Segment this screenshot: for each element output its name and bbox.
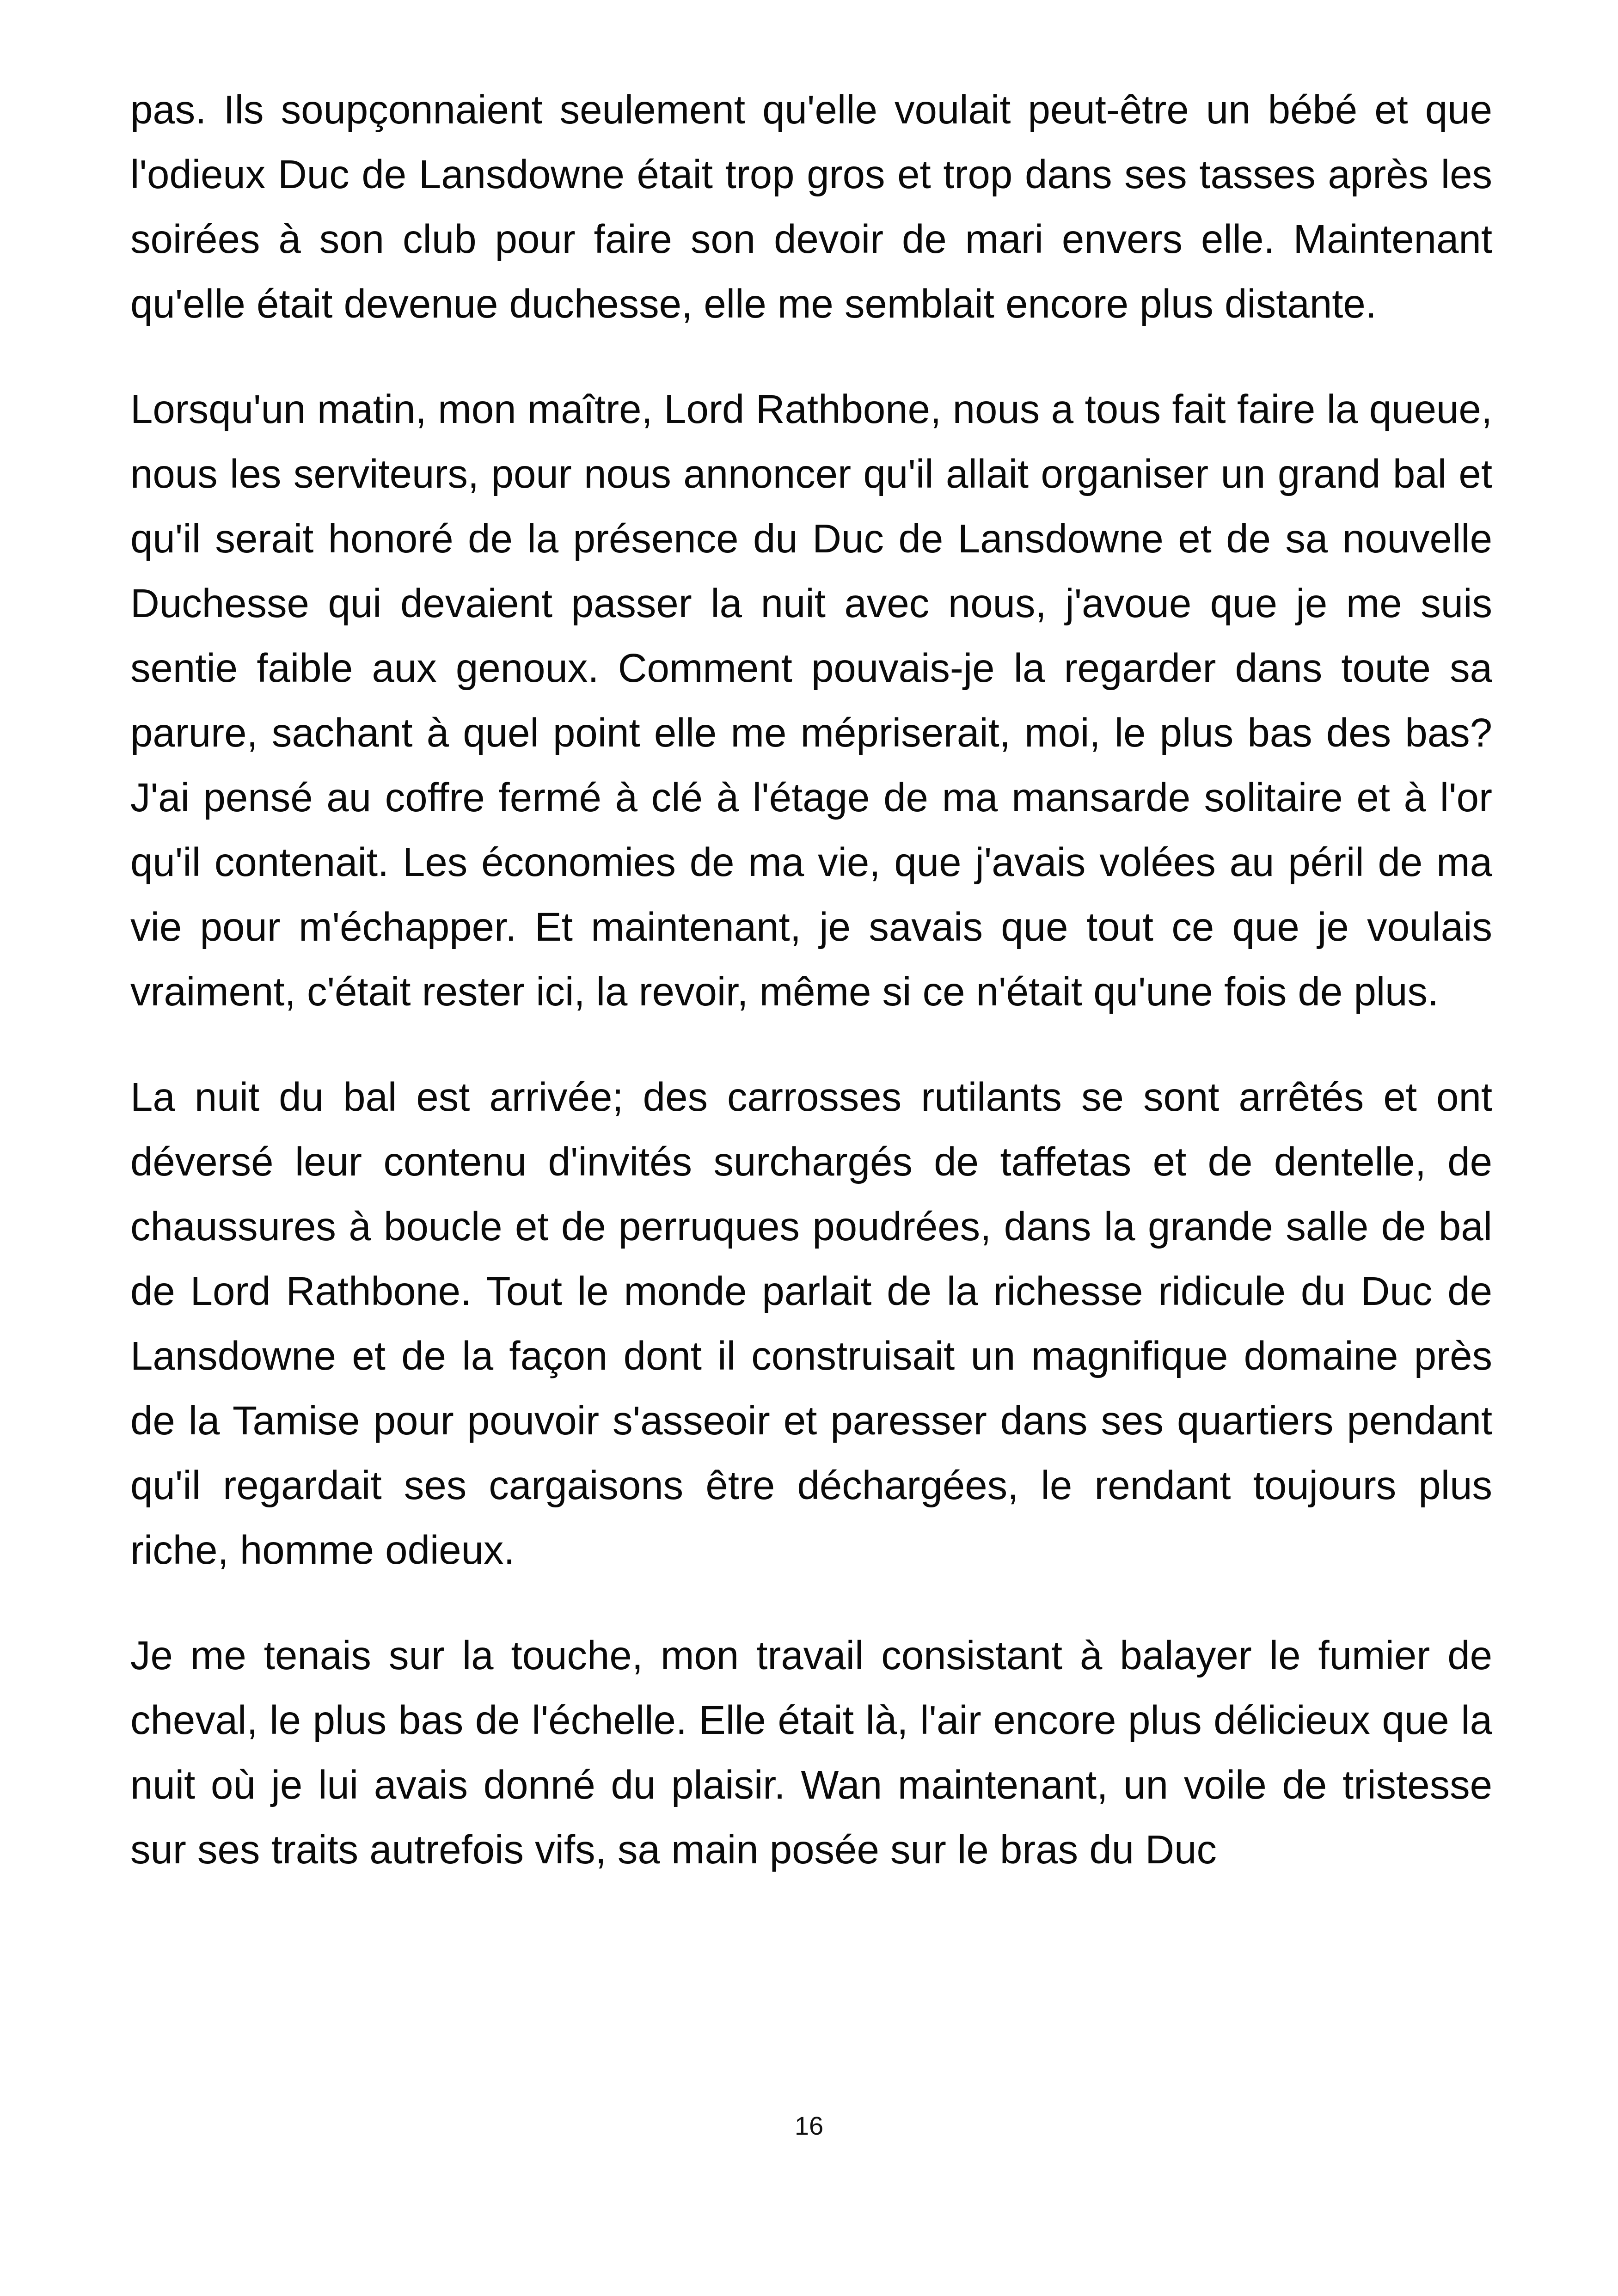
- page-number: 16: [794, 2111, 824, 2140]
- paragraph-1: pas. Ils soupçonnaient seulement qu'elle voulait peut-être un bébé et que l'odieux Duc de Lansdowne était trop gros et trop dans ses tasses après les soirées à son club pour faire son devoir de mari envers elle. Maintenant qu'elle était devenue duchesse, elle me semblait encore plus distante.: [130, 87, 1492, 326]
- body-text: [130, 78, 1492, 1882]
- paragraph-4: Je me tenais sur la touche, mon travail consistant à balayer le fumier de cheval, le plus bas de l'échelle. Elle était là, l'air encore plus délicieux que la nuit où je lui avais donné du plaisir. Wan maintenant, un voile de tristesse sur ses traits autrefois vifs, sa main posée sur le bras du Duc: [130, 1633, 1492, 1872]
- paragraph-3: La nuit du bal est arrivée; des carrosses rutilants se sont arrêtés et ont déversé leur contenu d'invités surchargés de taffetas et de dentelle, de chaussures à boucle et de perruques poudrées, dans la grande salle de bal de Lord Rathbone. Tout le monde parlait de la richesse ridicule du Duc de Lansdowne et de la façon dont il construisait un magnifique domaine près de la Tamise pour pouvoir s'asseoir et paresser dans ses quartiers pendant qu'il regardait ses cargaisons être déchargées, le rendant toujours plus riche, homme odieux.: [130, 1075, 1492, 1573]
- paragraph-2: Lorsqu'un matin, mon maître, Lord Rathbone, nous a tous fait faire la queue, nous les serviteurs, pour nous annoncer qu'il allait organiser un grand bal et qu'il serait honoré de la présence du Duc de Lansdowne et de sa nouvelle Duchesse qui devaient passer la nuit avec nous, j'avoue que je me suis sentie faible aux genoux. Comment pouvais-je la regarder dans toute sa parure, sachant à quel point elle me mépriserait, moi, le plus bas des bas? J'ai pensé au coffre fermé à clé à l'étage de ma mansarde solitaire et à l'or qu'il contenait. Les économies de ma vie, que j'avais volées au péril de ma vie pour m'échapper. Et maintenant, je savais que tout ce que je voulais vraiment, c'était rester ici, la revoir, même si ce n'était qu'une fois de plus.: [130, 387, 1492, 1014]
